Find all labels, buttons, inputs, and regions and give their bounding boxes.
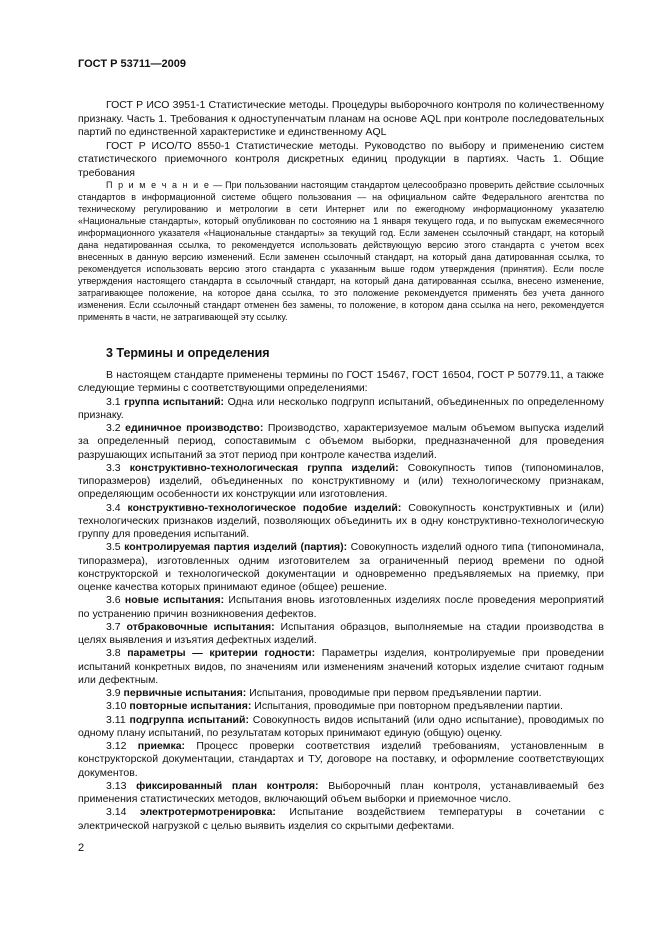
section-title: 3 Термины и определения [106,346,270,360]
document-header: ГОСТ Р 53711—2009 [78,58,186,70]
term-number: 3.10 [106,700,127,713]
terms-list [78,369,604,833]
term-name: приемка: [137,740,186,752]
term-definition: Испытание воздействием температуры в сочетании с электрической нагрузкой с целью выявить изделия со скрытыми дефектами. [78,806,604,832]
term-name: группа испытаний: [124,395,225,408]
section-intro: В настоящем стандарте применены термины по ГОСТ 15467, ГОСТ 16504, ГОСТ Р 50779.11, а также следующие термины с соответствующими определениями: [78,369,604,395]
term-name: фиксированный план контроля: [136,779,319,792]
term-entry [78,621,604,648]
term-definition: Испытания, проводимые при повторном предъявлении партии. [254,700,563,713]
note-text: — При пользовании настоящим стандартом целесообразно проверить действие ссылочных стандартов в информационной системе общего пользования — на официальном сайте Федерального агентства по техническому регулированию и метрологии в сети Интернет или по ежегодному информационному указателю «Национальные стандарты», который опубликован по состоянию на 1 января текущего года, и по выпускам ежемесячного информационного указателя «Национальные стандарты» за текущий год. Если заменен ссылочный стандарт, на который дана недатированная ссылка, то рекомендуется использовать действующую версию этого стандарта с учетом всех внесенных в данную версию изменений. Если заменен ссылочный стандарт, на который дана датированная ссылка, то рекомендуется использовать версию этого стандарта с указанным выше годом утверждения (принятия). Если после утверждения настоящего стандарта в ссылочный стандарт, на который дана датированная ссылка, внесено изменение, затрагивающее положение, на которое дана ссылка, то это положение рекомендуется применять без учета данного изменения. Если ссылочный стандарт отменен без замены, то положение, в котором дана ссылка на него, рекомендуется применять в части, не затрагивающей эту ссылку. [78,180,604,322]
term-number: 3.14 [106,806,127,819]
term-definition: Испытания образцов, выполняемые на стадии производства в целях выявления и изъятия дефектных изделий. [78,620,605,646]
term-number: 3.12 [106,740,127,752]
term-name: первичные испытания: [123,687,247,699]
term-entry [78,647,604,687]
term-definition: Одна или несколько подгрупп испытаний, объединенных по определенному признаку. [78,395,604,421]
term-entry [78,740,604,780]
term-number: 3.6 [106,594,121,607]
term-definition: Производство, характеризуемое малым объемом выпуска изделий за определенный период, сопоставимым с объемом выборки, предназначенной для проведения разрушающих испытаний за этот период при контроле качества изделий. [78,422,604,461]
term-definition: Совокупность типов (типономиналов, типоразмеров) изделий, объединенных по конструктивному и (или) технологическому признакам, определяющим особенности их конструкции или изготовления. [78,461,604,501]
term-name: параметры — критерии годности: [127,647,316,660]
term-entry [78,422,604,462]
page-number: 2 [78,842,85,854]
term-definition: Совокупность видов испытаний (или одно испытание), проводимых по одному плану испытаний, по результатам которых принимают единую (общую) оценку. [78,713,604,739]
term-entry [78,700,604,713]
term-name: электротермотренировка: [139,806,276,819]
term-name: контролируемая партия изделий (партия): [124,541,348,554]
term-name: новые испытания: [124,594,225,607]
term-name: отбраковочные испытания: [126,620,275,633]
note-paragraph [78,179,604,323]
note-block [78,179,604,323]
normative-references [78,99,604,180]
term-name: конструктивно-технологическое подобие изделий: [127,501,402,514]
term-number: 3.11 [106,713,126,726]
term-entry [78,780,604,807]
term-entry [78,687,604,700]
term-entry [78,594,604,621]
term-number: 3.9 [106,687,121,699]
term-entry [78,806,604,833]
term-number: 3.8 [106,647,121,660]
term-entry [78,541,604,594]
term-definition: Выборочный план контроля, устанавливаемый без применения статистических методов, включающий объем выборки и приемочное число. [78,779,605,805]
reference-item: ГОСТ Р ИСО/ТО 8550-1 Статистические методы. Руководство по выбору и применению систем статистического приемочного контроля дискретных единиц продукции в партиях. Часть 1. Общие требования [78,139,604,179]
term-definition: Процесс проверки соответствия изделий требованиям, установленным в конструкторской документации, стандартах и ТУ, договоре на поставку, и оформление соответствующих документов. [78,740,605,779]
term-number: 3.3 [106,461,121,474]
term-definition: Параметры изделия, контролируемые при проведении испытаний конкретных видов, по значениям или изменениям значений которых изделие считают годным или дефектным. [78,647,604,686]
term-definition: Испытания вновь изготовленных изделиях после проведения мероприятий по устранению причин возникновения дефектов. [78,594,604,620]
term-number: 3.7 [106,620,121,633]
term-number: 3.2 [106,422,121,434]
term-number: 3.1 [106,395,121,408]
term-entry [78,502,604,542]
term-definition: Совокупность изделий одного типа (типономинала, типоразмера), изготовленных одним изготовителем за ограниченный период времени по одной конструкторской и технологической документации и одновременно предъявляемых на приемку, при оценке качества которых принимают единое (общее) решение. [78,541,605,593]
term-definition: Совокупность конструктивных и (или) технологических признаков изделий, позволяющих объединить их в одну конструктивно-технологическую группу для проведения испытаний. [78,501,604,540]
term-entry [78,396,604,423]
term-definition: Испытания, проводимые при первом предъявлении партии. [249,687,542,699]
term-name: подгруппа испытаний: [129,713,249,726]
term-number: 3.13 [106,779,127,792]
term-name: единичное производство: [125,422,264,434]
reference-item: ГОСТ Р ИСО 3951-1 Статистические методы. Процедуры выборочного контроля по количественному признаку. Часть 1. Требования к одноступенчатым планам на основе AQL при контроле последовательных партий по единственной характеристике и единственному AQL [78,99,604,138]
term-number: 3.4 [106,501,121,514]
term-name: повторные испытания: [129,700,252,713]
term-entry [78,462,604,502]
term-entry [78,714,604,741]
term-number: 3.5 [106,541,121,554]
note-label: П р и м е ч а н и е [106,180,211,190]
term-name: конструктивно-технологическая группа изделий: [129,461,399,474]
